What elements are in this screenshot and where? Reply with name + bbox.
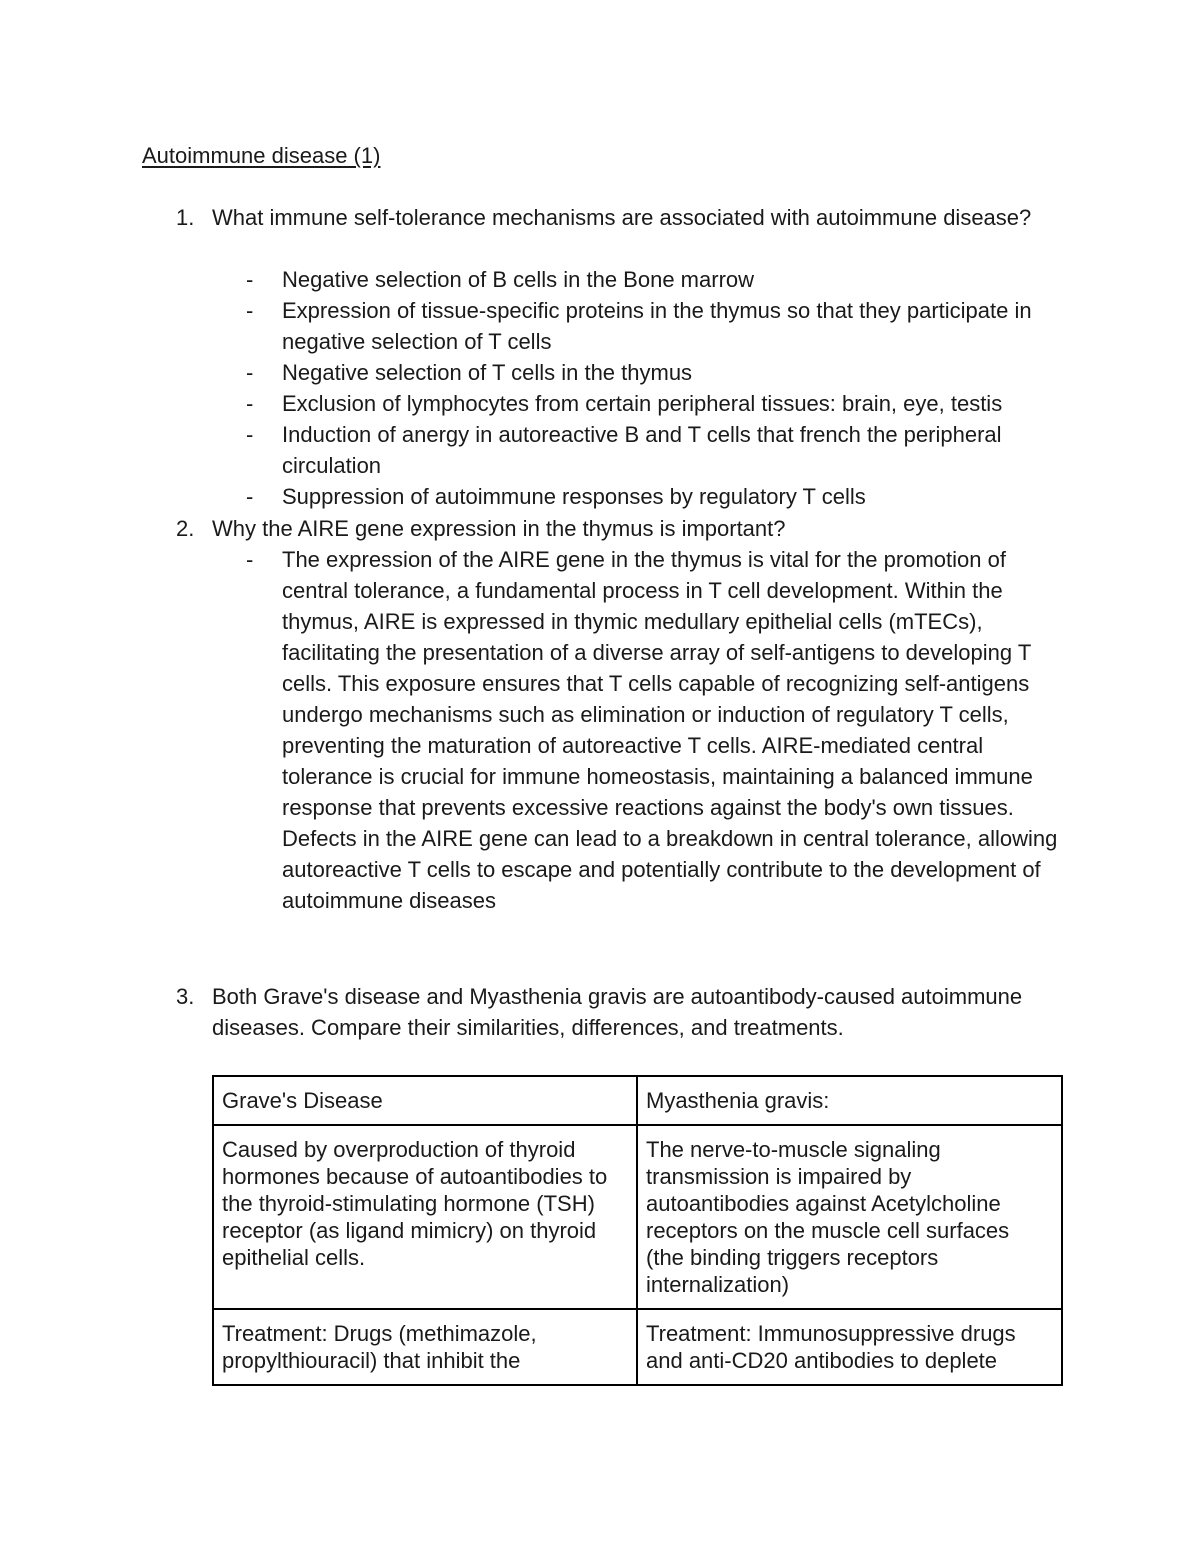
- list-item-text: Suppression of autoimmune responses by regulatory T cells: [282, 484, 866, 509]
- dash-marker: -: [246, 360, 254, 385]
- list-item-text: Exclusion of lymphocytes from certain peripheral tissues: brain, eye, testis: [282, 391, 1003, 416]
- dash-marker: -: [246, 391, 254, 416]
- table-header-cell: Myasthenia gravis:: [637, 1076, 1062, 1125]
- list-item-text: Expression of tissue-specific proteins in the thymus so that they participate in negative selection of T cells: [282, 298, 1032, 354]
- bullet-list: [246, 544, 1066, 916]
- question-number: 3.: [176, 984, 195, 1009]
- list-item: [246, 481, 1066, 512]
- list-item: [246, 264, 1066, 295]
- bullet-list: [246, 264, 1066, 512]
- table-cell: Treatment: Drugs (methimazole, propylthiouracil) that inhibit the: [213, 1309, 637, 1385]
- question-number: 1.: [176, 205, 195, 230]
- list-item: [246, 419, 1066, 481]
- table-row: [213, 1309, 1062, 1385]
- dash-marker: -: [246, 484, 254, 509]
- table-cell: Treatment: Immunosuppressive drugs and anti-CD20 antibodies to deplete: [637, 1309, 1062, 1385]
- list-item-text: Negative selection of T cells in the thymus: [282, 360, 693, 385]
- list-item: [246, 295, 1066, 357]
- table-row: [213, 1125, 1062, 1309]
- table-header-cell: Grave's Disease: [213, 1076, 637, 1125]
- question-text: Why the AIRE gene expression in the thymus is important?: [212, 516, 786, 541]
- question-number: 2.: [176, 516, 195, 541]
- list-item: [246, 388, 1066, 419]
- dash-marker: -: [246, 422, 254, 447]
- dash-marker: -: [246, 267, 254, 292]
- table-cell: Caused by overproduction of thyroid hormones because of autoantibodies to the thyroid-stimulating hormone (TSH) receptor (as ligand mimicry) on thyroid epithelial cells.: [213, 1125, 637, 1309]
- question-text: Both Grave's disease and Myasthenia gravis are autoantibody-caused autoimmune diseases. Compare their similarities, differences, and treatments.: [212, 984, 1023, 1040]
- table-cell: The nerve-to-muscle signaling transmission is impaired by autoantibodies against Acetylcholine receptors on the muscle cell surfaces (the binding triggers receptors internalization): [637, 1125, 1062, 1309]
- list-item: [246, 544, 1066, 916]
- list-item: [246, 357, 1066, 388]
- list-item-text: Induction of anergy in autoreactive B and T cells that french the peripheral circulation: [282, 422, 1002, 478]
- dash-marker: -: [246, 547, 254, 572]
- table-header-row: [213, 1076, 1062, 1125]
- comparison-table: [212, 1075, 1063, 1386]
- question-text: What immune self-tolerance mechanisms are associated with autoimmune disease?: [212, 205, 1032, 230]
- list-item-text: Negative selection of B cells in the Bone marrow: [282, 267, 755, 292]
- dash-marker: -: [246, 298, 254, 323]
- document-title: Autoimmune disease (1): [142, 143, 381, 168]
- list-item-text: The expression of the AIRE gene in the thymus is vital for the promotion of central tolerance, a fundamental process in T cell development. Within the thymus, AIRE is expressed in thymic medullary epithelial cells (mTECs), facilitating the presentation of a diverse array of self-antigens to developing T cells. This exposure ensures that T cells capable of recognizing self-antigens undergo mechanisms such as elimination or induction of regulatory T cells, preventing the maturation of autoreactive T cells. AIRE-mediated central tolerance is crucial for immune homeostasis, maintaining a balanced immune response that prevents excessive reactions against the body's own tissues. Defects in the AIRE gene can lead to a breakdown in central tolerance, allowing autoreactive T cells to escape and potentially contribute to the development of autoimmune diseases: [282, 547, 1058, 913]
